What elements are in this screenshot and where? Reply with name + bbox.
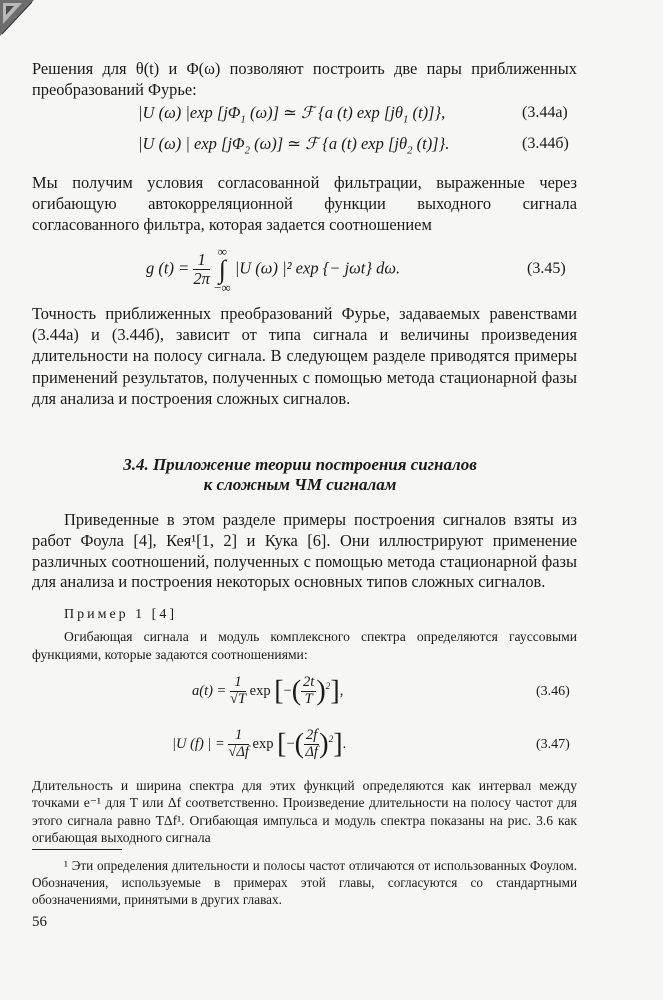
eq-3-44b-sub1: 2 (244, 144, 250, 157)
paragraph-matched-filter: Мы получим условия согласованной фильтрации, выраженные через огибающую автокорреляционной функции выходного сигнала согласованного фильтра, которая задается соотношением (32, 173, 577, 234)
equation-number-3-44b: (3.44б) (522, 135, 569, 152)
equation-3-45 (146, 245, 400, 294)
paragraph-duration: Длительность и ширина спектра для этих функций определяются как интервал между точками e⁻¹ для T или Δf соответственно. Произведение длительности на полосу частот для этого сигнала равно TΔf¹. Огибающая импульса и модуль спектра показаны на рис. 3.6 как огибающая выходного сигнала (32, 778, 577, 846)
eq-3-44b-right: (t)]}. (412, 134, 450, 153)
eq-3-44a-sub2: 1 (403, 113, 409, 126)
eq-3-47-inner-den: Δf (305, 743, 318, 760)
page-number: 56 (32, 914, 47, 930)
integral-sign: ∞ ∫ −∞ (214, 244, 231, 296)
equation-number-3-46: (3.46) (536, 684, 570, 699)
equation-3-44a (138, 103, 445, 125)
eq-3-45-frac-num: 1 (193, 251, 210, 270)
paragraph-gaussian: Огибающая сигнала и модуль комплексного спектра определяются гауссовыми функциями, которые задаются соотношениями: (32, 629, 577, 662)
eq-3-47-exp: exp (252, 735, 274, 752)
eq-3-44a-right: (t)]}, (408, 103, 446, 122)
eq-3-46-exp: exp (249, 682, 271, 699)
equation-number-3-45: (3.45) (527, 260, 566, 277)
section-heading-line1: 3.4. Приложение теории построения сигналов (123, 455, 477, 474)
eq-3-46-lhs: a(t) = (192, 682, 227, 699)
eq-3-47-frac-num: 1 (228, 728, 249, 745)
example-label: Пример 1 [4] (64, 607, 177, 622)
corner-ornament (0, 0, 34, 36)
footnote-divider (32, 849, 122, 850)
eq-3-45-integrand: |U (ω) |² exp {− jωt} dω. (234, 258, 401, 278)
integral-upper-limit: ∞ (217, 244, 227, 259)
eq-3-44b-sub2: 2 (407, 144, 413, 157)
paragraph-examples: Приведенные в этом разделе примеры построения сигналов взяты из работ Фоула [4], Кея¹[1, 2] и Кука [6]. Они иллюстрируют применение различных соотношений, полученных с помощью метода стационарной фазы для анализа и построения некоторых основных типов сложных сигналов. (32, 510, 577, 592)
equation-number-3-47: (3.47) (536, 737, 570, 752)
eq-3-45-frac-den: 2π (193, 269, 210, 289)
eq-3-44a-left: |U (ω) |exp [jΦ (138, 103, 241, 122)
eq-3-46-inner-num: 2t (303, 674, 315, 690)
section-heading-line2: к сложным ЧМ сигналам (203, 475, 397, 494)
equation-3-47: |U (f) | = $\frac{1}{√\Delta f}$ exp [−( $\frac{2f}{\Delta f}$ )$^2$]. (172, 727, 347, 760)
eq-3-46-frac-num: 1 (230, 675, 246, 692)
eq-3-45-fraction (193, 251, 210, 288)
equation-3-44b (138, 134, 449, 156)
footnote: ¹ Эти определения длительности и полосы частот отличаются от использованных Фоулом. Обозначения, используемые в примерах этой главы, согласуются со стандартными обозначениями, принятыми в других главах. (32, 858, 577, 907)
eq-3-47-inner-num: 2f (305, 727, 318, 743)
eq-3-47-frac-den: √Δf (228, 743, 249, 760)
eq-3-47-lhs: |U (f) | = (172, 735, 225, 752)
eq-3-44a-mid: (ω)] ≃ ℱ {a (t) exp [jθ (245, 103, 403, 122)
eq-3-47-inner-fraction (304, 728, 319, 761)
eq-3-46-fraction (230, 675, 246, 708)
integral-lower-limit: −∞ (214, 280, 231, 296)
paragraph-accuracy: Точность приближенных преобразований Фурье, задаваемых равенствами (3.44а) и (3.44б), зависит от типа сигнала и величины произведения длительности на полосу сигнала. В следующем разделе приводятся примеры применений результатов, полученных с помощью метода стационарной фазы для анализа и построения сложных сигналов. (32, 304, 577, 408)
eq-3-44a-sub1: 1 (240, 113, 246, 126)
eq-3-45-lhs: g (t) = (146, 258, 190, 278)
eq-3-44b-mid: (ω)] ≃ ℱ {a (t) exp [jθ (249, 134, 408, 153)
equation-3-46: a(t) = $\frac{1}{√T}$ exp [−( $\frac{2t}{T}$ )$^2$], (192, 674, 344, 707)
eq-3-47-fraction (228, 728, 249, 761)
equation-number-3-44a: (3.44а) (522, 104, 568, 121)
eq-3-44b-left: |U (ω) | exp [jΦ (138, 134, 245, 153)
eq-3-46-inner-fraction (301, 675, 316, 708)
eq-3-46-inner-den: T (304, 690, 313, 707)
eq-3-46-frac-den: √T (229, 690, 247, 707)
paragraph-intro: Решения для θ(t) и Φ(ω) позволяют построить две пары приближенных преобразований Фурье: (32, 59, 577, 99)
